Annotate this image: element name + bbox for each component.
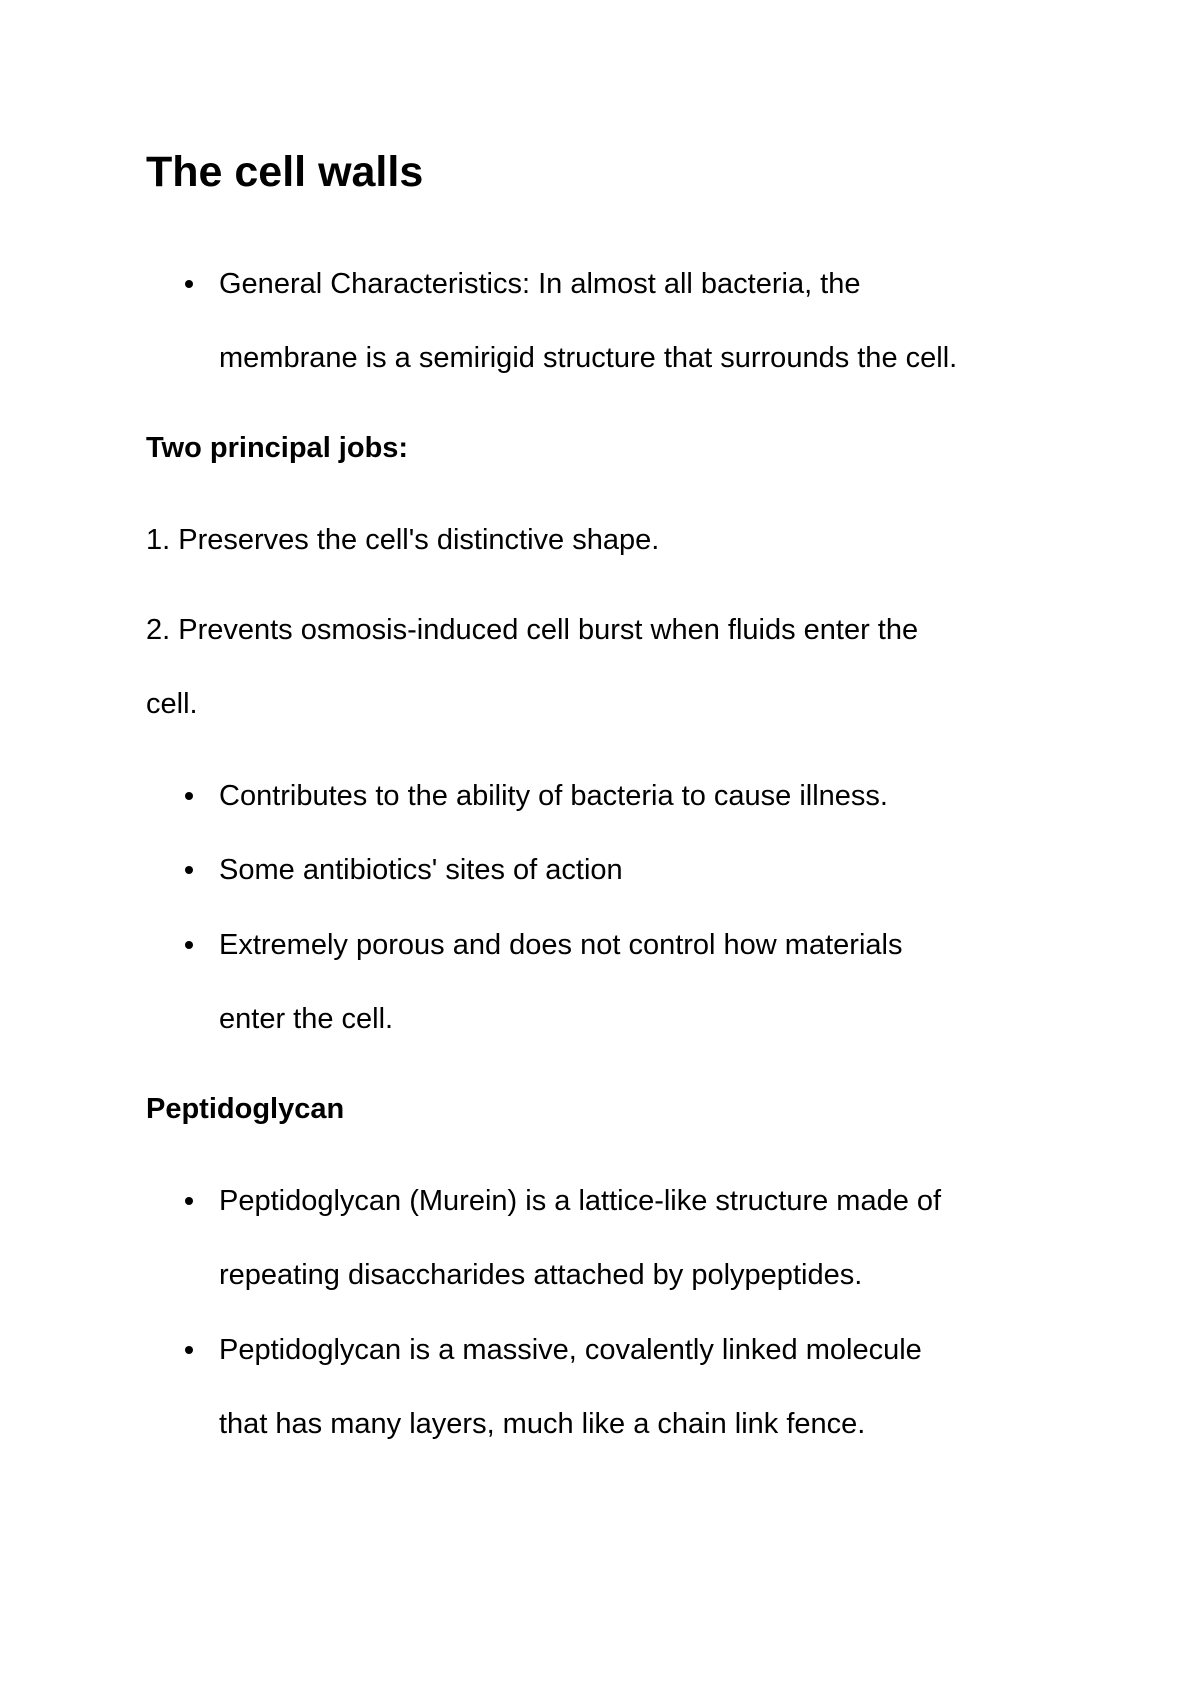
property-item-3-line-2: enter the cell. — [219, 1003, 394, 1035]
job-item-2-line-1: 2. Prevents osmosis-induced cell burst when fluids enter the — [146, 614, 919, 646]
peptidoglycan-item-2-line-2: that has many layers, much like a chain link fence. — [219, 1408, 866, 1440]
job-item-1: 1. Preserves the cell's distinctive shape. — [146, 524, 660, 556]
peptidoglycan-item-1-line-1: Peptidoglycan (Murein) is a lattice-like structure made of — [219, 1185, 942, 1217]
bullet-icon — [185, 941, 193, 949]
property-item-2: Some antibiotics' sites of action — [219, 854, 623, 886]
bullet-icon — [185, 792, 193, 800]
bullet-icon — [185, 1197, 193, 1205]
peptidoglycan-item-2-line-1: Peptidoglycan is a massive, covalently linked molecule — [219, 1334, 922, 1366]
jobs-heading: Two principal jobs: — [146, 432, 409, 464]
peptidoglycan-heading: Peptidoglycan — [146, 1093, 345, 1125]
general-characteristics-line-1: General Characteristics: In almost all bacteria, the — [219, 268, 861, 300]
page-title: The cell walls — [146, 148, 424, 196]
peptidoglycan-item-1-line-2: repeating disaccharides attached by polypeptides. — [219, 1259, 863, 1291]
job-item-2-line-2: cell. — [146, 688, 198, 720]
bullet-icon — [185, 866, 193, 874]
property-item-3-line-1: Extremely porous and does not control how materials — [219, 929, 903, 961]
bullet-icon — [185, 1346, 193, 1354]
property-item-1: Contributes to the ability of bacteria to cause illness. — [219, 780, 888, 812]
general-characteristics-line-2: membrane is a semirigid structure that surrounds the cell. — [219, 342, 958, 374]
bullet-icon — [185, 280, 193, 288]
